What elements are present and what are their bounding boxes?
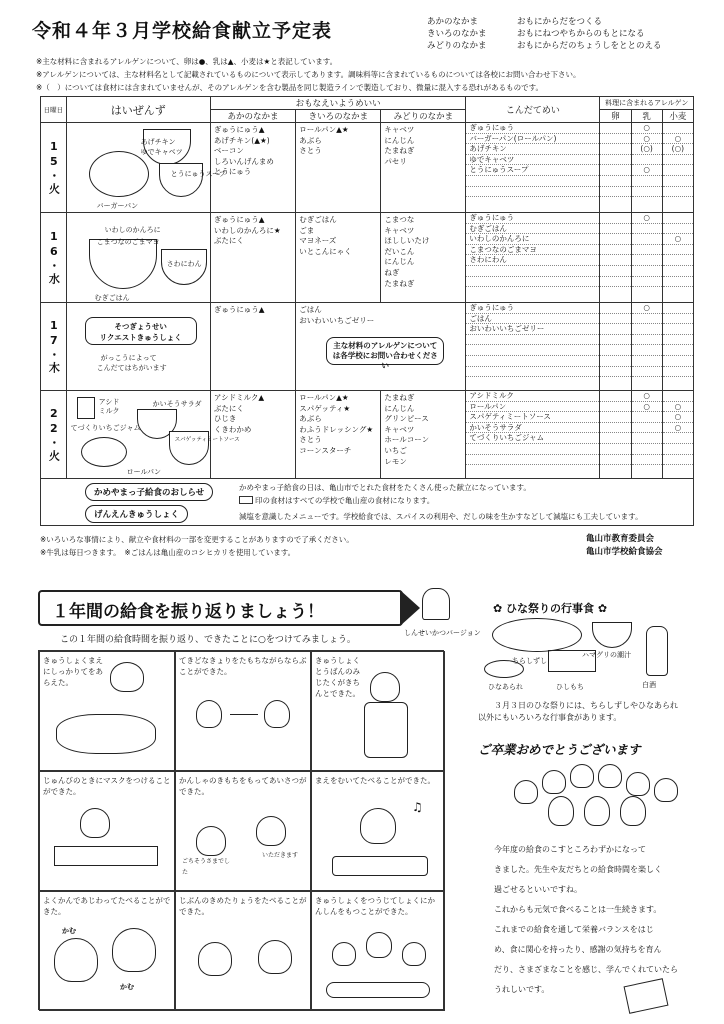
day-date: 15・火 (41, 123, 67, 213)
masked-student-icon (80, 808, 110, 838)
hina-title: ✿ ひな祭りの行事食 ✿ (493, 602, 608, 615)
hina-arare-icon (484, 660, 524, 678)
food-label: 白酒 (642, 681, 656, 689)
note-line: ※アレルゲンについては、主な材料名として記載されているものについて表示してあります。調味料等に含まれているものについては各校にお問い合わせ下さい。 (36, 70, 581, 79)
distance-arrow-icon (230, 714, 258, 715)
review-cell: まえをむいてたべることができた。 ♫ (311, 771, 445, 891)
legend-green-name: みどりのなかま (427, 41, 487, 51)
menu-cell: ぎゅうにゅう バーガーパン(ロールパン) あげチキン ゆでキャベツ とうにゅうスープ (466, 123, 600, 213)
legend-yellow-desc: おもにねつやちからのもとになる (517, 29, 645, 39)
legend-red-desc: おもにからだをつくる (517, 17, 603, 27)
desk-icon (54, 846, 158, 866)
person-icon (626, 772, 650, 796)
wheat-cell: ○ (○) (662, 123, 693, 213)
side-label: しんせいかつバージョン (404, 629, 481, 637)
header-green: みどりのなかま (381, 110, 466, 123)
milk-cell: ○ (631, 303, 662, 391)
milk-cell: ○ (631, 213, 662, 303)
student-icon (584, 796, 610, 826)
kameyama-mark-icon (239, 496, 253, 504)
nutrient-group-legend (427, 16, 687, 56)
pic-label: むぎごはん (94, 294, 130, 302)
kamu-bubble: かむ (62, 927, 76, 935)
yellow-cell: ロールパン▲★ スパゲッティ★ あぶら わふうドレッシング★ さとう コーンスターチ (296, 391, 381, 479)
server-head-icon (370, 672, 400, 702)
pic-label: かいそうサラダ (152, 400, 202, 408)
bread-plate-icon (81, 437, 127, 467)
table-row (41, 303, 694, 391)
header-date: 日曜日 (41, 97, 67, 123)
red-cell: ぎゅうにゅう▲ いわしのかんろに★ ぶたにく (210, 213, 295, 303)
yellow-cell: むぎごはん ごま マヨネーズ いとこんにゃく (296, 213, 381, 303)
menu-cell: アシドミルク ロールパン スパゲティミートソース かいそうサラダ てづくりいちごジャム (466, 391, 600, 479)
kameyama-kyushoku-text2: 印の食材はすべての学校で亀山産の食材になります。 (255, 496, 435, 505)
kamu-bubble: かむ (120, 983, 134, 991)
person-icon (542, 770, 566, 794)
pic-label: こんだてはちがいます (96, 364, 167, 372)
organization: 亀山市教育委員会 亀山市学校給食協会 (586, 534, 663, 557)
note-line: ※主な材料に含まれるアレルゲンについて、卵は●、乳は▲、小麦は★と表記しています。 (36, 57, 338, 66)
student-icon (196, 826, 226, 856)
haizen-illustration (66, 123, 226, 213)
student-icon (548, 796, 574, 826)
wheat-cell: ○ ○ ○ (662, 391, 693, 479)
kameyama-kyushoku-label: かめやまっ子給食のおしらせ (85, 483, 213, 501)
day-date: 16・水 (41, 213, 67, 303)
review-cell: きゅうしょくまえにしっかりてをあらえた。 (39, 651, 175, 771)
table-row (41, 391, 694, 479)
faucet-icon (110, 662, 144, 692)
pic-label: こまつなのごまマヨ (96, 238, 160, 246)
food-label: ちらしずし (512, 657, 547, 665)
speech-bubble: いただきます (262, 852, 299, 859)
food-label: ハマグリの潮汁 (582, 651, 631, 659)
person-icon (598, 764, 622, 788)
food-label: ひなあられ (488, 683, 523, 691)
legend-green-desc: おもにからだのちょうしをととのえる (517, 41, 662, 51)
food-tray-icon (326, 982, 430, 998)
chirashizushi-icon (492, 618, 582, 652)
person-icon (654, 778, 678, 802)
speech-bubble: ごちそうさまでした (182, 858, 231, 876)
chef-icon (366, 932, 392, 958)
review-banner: １年間の給食を振り返りましょう！ (38, 590, 403, 626)
day-date: 17・木 (41, 303, 67, 391)
review-grid (38, 650, 444, 1010)
review-cell: きゅうしょくとうばんのみじたくがきちんとできた。 (311, 651, 445, 771)
header-nutrients: おもなえいようめいい (210, 97, 465, 110)
pic-label: ミルク (98, 407, 120, 415)
hishimochi-icon (548, 650, 596, 672)
red-cell: ぎゅうにゅう▲ あげチキン(▲★) ベーコン しろいんげんまめ とうにゅう (210, 123, 295, 213)
person-icon (514, 780, 538, 804)
menu-cell: ぎゅうにゅう むぎごはん いわしのかんろに こまつなのごまマヨ さわにわん (466, 213, 600, 303)
boy-chewing-icon (54, 938, 98, 982)
music-note-icon: ♫ (412, 800, 423, 814)
student-icon (264, 700, 290, 728)
yellow-cell: ロールパン▲★ あぶら さとう (296, 123, 381, 213)
pic-label: いわしのかんろに (104, 226, 161, 234)
red-cell: アシドミルク▲ ぶたにく ひじき くきわかめ (210, 391, 295, 479)
wheat-cell: ○ (662, 213, 693, 303)
tray-icon (332, 856, 428, 876)
pencil-tip-icon (400, 590, 420, 626)
server-apron-icon (364, 702, 408, 758)
graduation-illustration (504, 760, 684, 832)
yellow-green-cell: ごはん おいわいいちごゼリー 主な材料のアレルゲンについては各学校にお問い合わせください (296, 303, 466, 391)
student-icon (620, 796, 646, 826)
plate-icon (89, 151, 149, 197)
pic-label: とうにゅうスープ (170, 170, 226, 178)
day-date: 22・火 (41, 391, 67, 479)
info-box (40, 478, 694, 526)
wheat-cell (662, 303, 693, 391)
pic-label: アシド (98, 398, 120, 406)
egg-cell (600, 213, 631, 303)
graduation-title: ご卒業おめでとうございます (478, 742, 641, 757)
review-cell: じぶんのきめたりょうをたべることができた。 (175, 891, 311, 1011)
genen-kyushoku-text: 減塩を意識したメニューです。学校給食では、スパイスの利用や、だしの味を生かすなどして減塩にも工夫しています。 (239, 512, 643, 521)
pic-label: バーガーパン (96, 202, 139, 210)
header-allergen: 料理に含まれるアレルゲン (600, 97, 694, 110)
haizen-illustration (66, 303, 210, 391)
menu-cell: ぎゅうにゅう ごはん おいわいいちごゼリー (466, 303, 600, 391)
pic-label: さわにわん (166, 260, 202, 268)
header-menu: こんだてめい (466, 97, 600, 123)
green-cell: キャベツ にんじん たまねぎ パセリ (381, 123, 466, 213)
handwash-icon (56, 714, 156, 754)
review-intro: この１年間の給食時間を振り返り、できたことに○をつけてみましょう。 (60, 635, 356, 645)
soup-bowl-icon (592, 622, 632, 648)
graduation-text: 今年度の給食のこすところわずかになって きました。先生や友だちとの給食時間を楽しく 過ごせるといいですね。 これからも元気で食べることは一生続きます。 これまでの給食を通して栄養バランスをはじ め、食に関心を持ったり、感謝の気持ちを育ん だり、さまざまなことを感じ、学んでくれていたら うれしいです。 (494, 845, 678, 994)
student-eating-icon (360, 808, 396, 844)
review-cell: じゅんびのときにマスクをつけることができた。 (39, 771, 175, 891)
table-row (41, 213, 694, 303)
header-milk: 乳 (631, 110, 662, 123)
student-icon (258, 940, 292, 974)
student-icon (196, 700, 222, 728)
haizen-illustration (66, 213, 210, 303)
egg-cell (600, 391, 631, 479)
milk-cell: ○ ○ (○) ○ (631, 123, 662, 213)
milk-carton-icon (77, 397, 95, 419)
pic-label: てづくりいちごジャム (70, 424, 141, 432)
allergen-notice-box: 主な材料のアレルゲンについては各学校にお問い合わせください (326, 337, 444, 365)
hina-text: ３月３日のひな祭りには、ちらしずしやひなあられ 以外にもいろいろな行事食があります。 (478, 701, 678, 722)
page-title: 令和４年３月学校給食献立予定表 (32, 20, 333, 42)
food-label: ひしもち (556, 683, 584, 691)
header-red: あかのなかま (210, 110, 295, 123)
pic-label: あげチキン (140, 138, 176, 146)
fisher-icon (402, 942, 426, 966)
table-row (41, 123, 694, 213)
legend-yellow-name: きいろのなかま (427, 29, 487, 39)
genen-kyushoku-label: げんえんきゅうしょく (85, 505, 188, 523)
review-cell: てきどなきょりをたもちながらならぶことができた。 (175, 651, 311, 771)
person-icon (570, 764, 594, 788)
shirozake-bottle-icon (646, 626, 668, 676)
review-cell: よくかんであじわってたべることができた。 かむ かむ (39, 891, 175, 1011)
allergen-notes (36, 55, 580, 94)
review-cell: かんしゃのきもちをもってあいさつができた。 ごちそうさまでした いただきます (175, 771, 311, 891)
legend-red-name: あかのなかま (427, 17, 479, 27)
student-icon (198, 942, 232, 976)
green-cell: たまねぎ にんじん グリンピース キャベツ ホールコーン いちご レモン (381, 391, 466, 479)
header-yellow: きいろのなかま (296, 110, 381, 123)
red-cell: ぎゅうにゅう▲ (210, 303, 295, 391)
menu-table (40, 96, 694, 479)
milk-cell: ○ ○ (631, 391, 662, 479)
header-egg: 卵 (600, 110, 631, 123)
footer-notes: ※いろいろな事情により、献立や食材料の一部を変更することがありますので了承ください。 ※牛乳は毎日つきます。 ※ごはんは亀山産のコシヒカリを使用しています。 (40, 535, 354, 557)
header-wheat: 小麦 (662, 110, 693, 123)
egg-cell (600, 123, 631, 213)
egg-cell (600, 303, 631, 391)
header-haizen: はいぜんず (66, 97, 210, 123)
request-box: そつぎょうせい リクエストきゅうしょく (85, 317, 197, 345)
pic-label: がっこうによって (100, 354, 157, 362)
pic-label: ロールパン (126, 468, 161, 476)
girl-chewing-icon (112, 928, 156, 972)
farmer-icon (332, 942, 356, 966)
review-cell: きゅうしょくをつうじてしょくにかんしんをもつことができた。 (311, 891, 445, 1011)
green-cell: こまつな キャベツ ほししいたけ だいこん にんじん ねぎ たまねぎ (381, 213, 466, 303)
kameyama-kyushoku-text: かめやまっ子給食の日は、亀山市でとれた食材をたくさん使った献立になっています。 (239, 483, 531, 492)
note-line: ※（ ）については食材には含まれていませんが、そのアレルゲンを含む製品を同じ製造ラインで製造しており、微量に混入する恐れがあるものです。 (36, 83, 544, 92)
student-icon (256, 816, 286, 846)
pic-label: スパゲッティミートソース (174, 437, 240, 443)
mascot-icon (422, 588, 450, 620)
pic-label: ゆでキャベツ (140, 148, 183, 156)
